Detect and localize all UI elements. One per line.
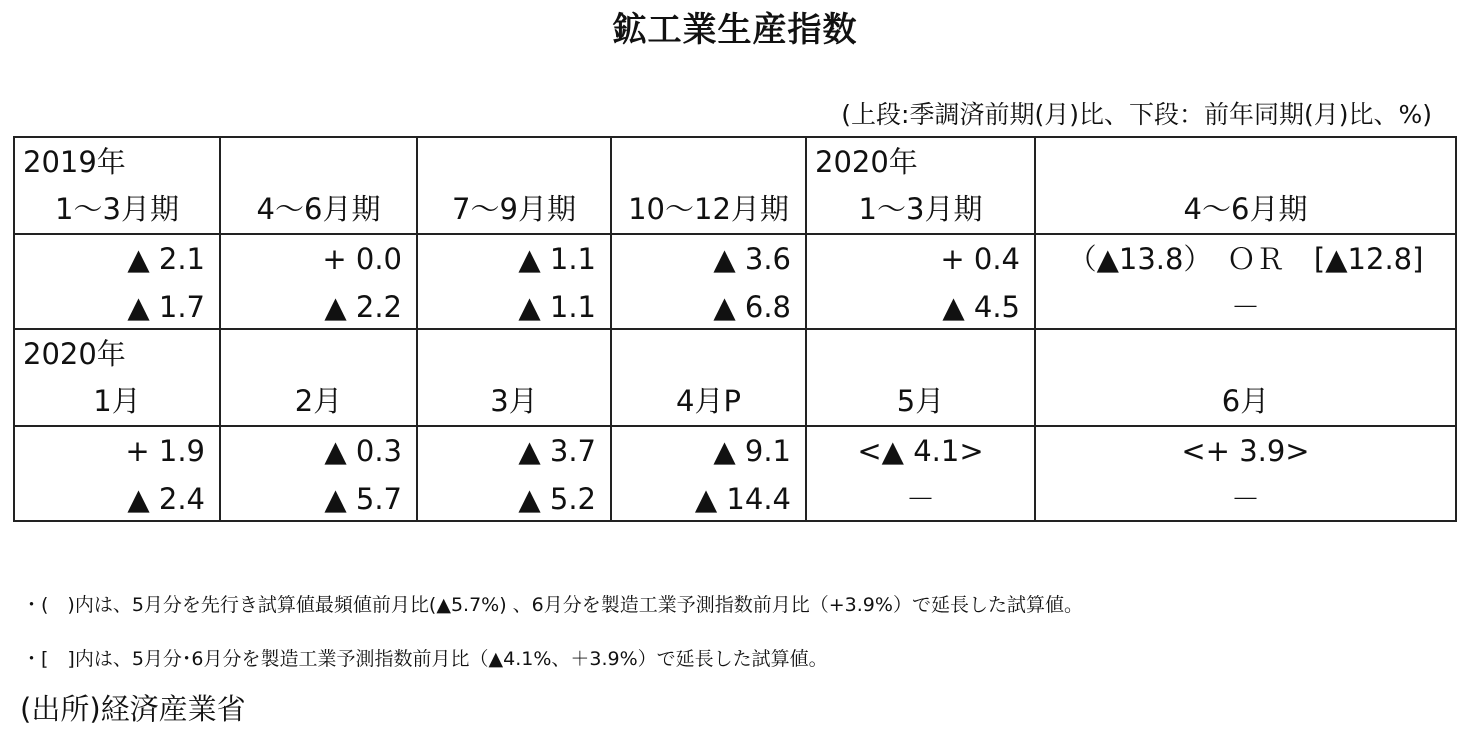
upper-value: ▲ 0.3 xyxy=(324,434,402,468)
period-header: 2月 xyxy=(294,384,343,418)
upper-value: ▲ 3.6 xyxy=(713,242,791,276)
quarterly-row xyxy=(14,137,1456,329)
upper-value: ▲ 1.1 xyxy=(518,242,596,276)
lower-value: － xyxy=(1230,290,1260,324)
upper-value: + 0.0 xyxy=(322,242,402,276)
year-label: 2019年 xyxy=(23,145,126,179)
lower-value: ▲ 1.1 xyxy=(518,290,596,324)
year-label xyxy=(221,330,416,378)
upper-value: ▲ 3.7 xyxy=(518,434,596,468)
month-cell xyxy=(611,329,806,521)
upper-value: + 0.4 xyxy=(940,242,1020,276)
year-label xyxy=(418,330,610,378)
quarter-cell xyxy=(1035,137,1456,329)
upper-value: <+ 3.9> xyxy=(1181,434,1310,468)
period-header: 7～9月期 xyxy=(452,192,576,226)
quarter-cell xyxy=(806,137,1035,329)
period-header: 10～12月期 xyxy=(628,192,789,226)
year-label xyxy=(221,138,416,186)
month-cell xyxy=(417,329,611,521)
lower-value: ▲ 5.7 xyxy=(324,482,402,516)
monthly-row xyxy=(14,329,1456,521)
upper-value: <▲ 4.1> xyxy=(857,434,984,468)
lower-value: ▲ 14.4 xyxy=(694,482,791,516)
lower-value: ▲ 6.8 xyxy=(713,290,791,324)
upper-value: + 1.9 xyxy=(125,434,205,468)
lower-value: ▲ 4.5 xyxy=(942,290,1020,324)
month-cell xyxy=(14,329,220,521)
period-header: 5月 xyxy=(896,384,945,418)
quarter-cell xyxy=(611,137,806,329)
period-header: 4月P xyxy=(676,384,741,418)
year-label xyxy=(807,330,1034,378)
period-header: 1月 xyxy=(93,384,141,418)
lower-value: ▲ 2.4 xyxy=(127,482,205,516)
period-header: 3月 xyxy=(490,384,538,418)
year-label xyxy=(612,330,805,378)
footnote-parentheses: ・( )内は、5月分を先行き試算値最頻値前月比(▲5.7%) 、6月分を製造工業予測指数前月比（+3.9%）で延長した試算値。 xyxy=(22,594,1083,616)
period-header: 6月 xyxy=(1221,384,1270,418)
lower-value: ▲ 5.2 xyxy=(518,482,596,516)
unit-note: (上段:季調済前期(月)比、下段：前年同期(月)比、%) xyxy=(841,100,1432,129)
upper-value: ▲ 9.1 xyxy=(713,434,791,468)
year-label xyxy=(1036,330,1455,378)
year-label xyxy=(1036,138,1455,186)
year-label xyxy=(612,138,805,186)
month-cell xyxy=(806,329,1035,521)
lower-value: ▲ 1.7 xyxy=(127,290,205,324)
period-header: 1～3月期 xyxy=(55,192,179,226)
upper-value: ▲ 2.1 xyxy=(127,242,205,276)
source-note: (出所)経済産業省 xyxy=(20,692,246,726)
lower-value: － xyxy=(905,482,935,516)
year-label: 2020年 xyxy=(23,337,126,371)
period-header: 4～6月期 xyxy=(1183,192,1308,226)
quarter-cell xyxy=(417,137,611,329)
lower-value: － xyxy=(1230,482,1260,516)
year-label: 2020年 xyxy=(815,145,918,179)
lower-value: ▲ 2.2 xyxy=(324,290,402,324)
footnote-brackets: ・[ ]内は、5月分･6月分を製造工業予測指数前月比（▲4.1%、＋3.9%）で延長した試算値。 xyxy=(22,648,828,670)
upper-value: （▲13.8） ＯＲ [▲12.8] xyxy=(1067,242,1424,276)
period-header: 4～6月期 xyxy=(256,192,381,226)
year-label xyxy=(418,138,610,186)
month-cell xyxy=(1035,329,1456,521)
period-header: 1～3月期 xyxy=(858,192,983,226)
month-cell xyxy=(220,329,417,521)
page-title: 鉱工業生産指数 xyxy=(612,10,858,50)
quarter-cell xyxy=(220,137,417,329)
quarter-cell xyxy=(14,137,220,329)
index-table xyxy=(13,136,1457,522)
